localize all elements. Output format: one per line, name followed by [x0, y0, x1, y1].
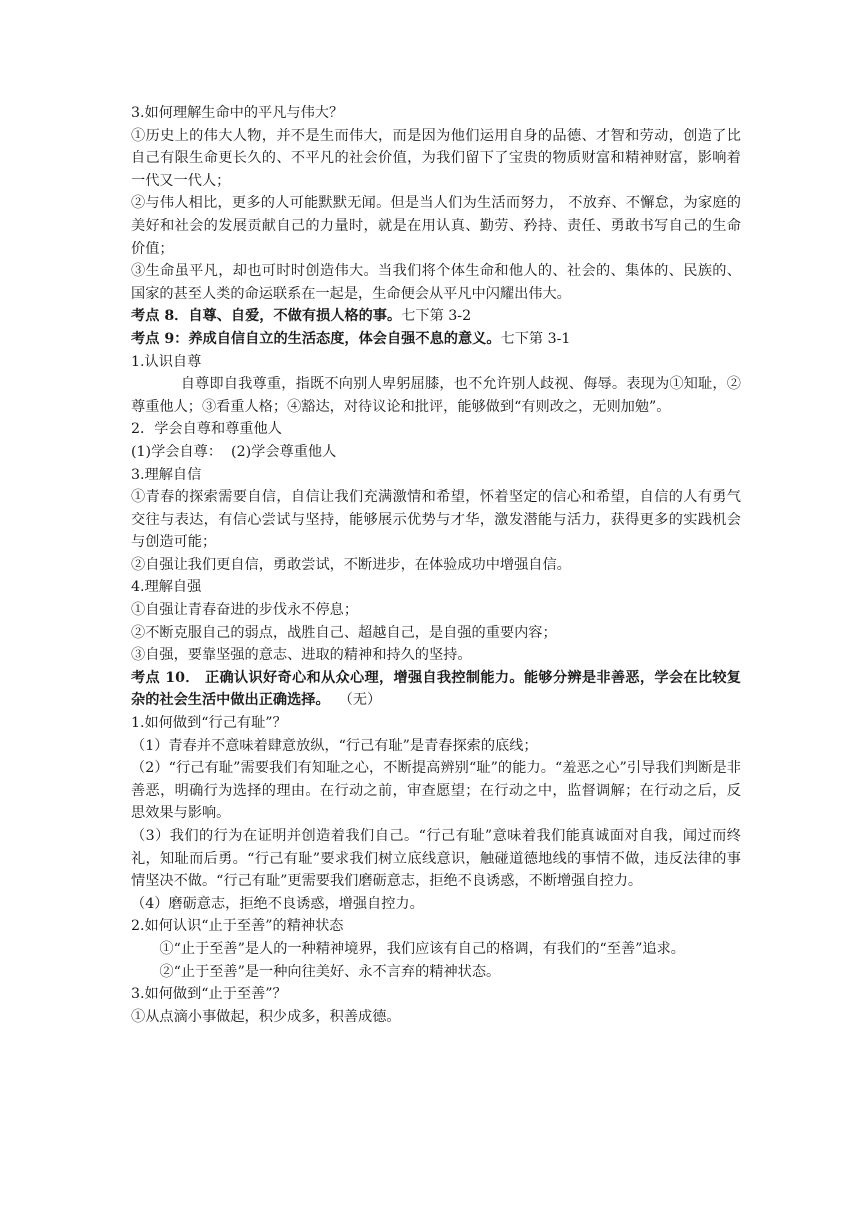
xingji-1: （1）青春并不意味着肆意放纵，“行己有耻”是青春探索的底线； — [131, 737, 538, 754]
kaodian-10-ref: （无） — [329, 692, 382, 709]
kaodian-8-title: 考点 8．自尊、自爱，不做有损人格的事。 — [131, 308, 402, 325]
kaodian-9 — [131, 328, 741, 351]
howto-zhishan-1: ①从点滴小事做起，积少成多，积善成德。 — [131, 1008, 401, 1025]
section-zixin: 3.理解自信 — [131, 466, 202, 483]
kaodian-10-title: 考点 10． 正确认识好奇心和从众心理，增强自我控制能力。能够分辨是非善恶，学会在比较复杂的社会生活中做出正确选择。 — [131, 669, 741, 709]
zizun-definition: 自尊即自我尊重，指既不向别人卑躬屈膝，也不允许别人歧视、侮辱。表现为①知耻，②尊重他人；③看重人格；④豁达，对待议论和批评，能够做到“有则改之，无则加勉”。 — [131, 376, 741, 415]
xingji-3: （3）我们的行为在证明并创造着我们自己。“行己有耻”意味着我们能真诚面对自我，闻过而终礼，知耻而后勇。“行己有耻”要求我们树立底线意识，触碰道德地线的事情不做，违反法律的事情坚决不做。“行己有耻”更需要我们磨砺意志，拒绝不良诱惑，不断增强自控力。 — [131, 828, 741, 890]
ziqiang-3: ③自强，要靠坚强的意志、进取的精神和持久的坚持。 — [131, 647, 472, 664]
kaodian-9-ref: 七下第 3-1 — [500, 330, 571, 347]
section-xingji: 1.如何做到“行己有耻”？ — [131, 715, 287, 732]
paragraph-2: ②与伟人相比，更多的人可能默默无闻。但是当人们为生活而努力， 不放弃、不懈怠，为家庭的美好和社会的发展贡献自己的力量时，就是在用认真、勤劳、矜持、责任、勇敢书写自己的生命价值； — [131, 195, 741, 257]
zixin-1: ①青春的探索需要自信，自信让我们充满激情和希望，怀着坚定的信心和希望，自信的人有勇气交往与表达，有信心尝试与坚持，能够展示优势与才华，激发潜能与活力，获得更多的实践机会与创造可能； — [131, 489, 741, 551]
zhishan-1: ①“止于至善”是人的一种精神境界，我们应该有自己的格调，有我们的“至善”追求。 — [159, 940, 685, 957]
section-respect: 2．学会自尊和尊重他人 — [131, 421, 282, 438]
section-zhishan: 2.如何认识“止于至善”的精神状态 — [131, 918, 344, 935]
zhishan-2: ②“止于至善”是一种向往美好、永不言弃的精神状态。 — [159, 963, 501, 980]
question-3-title: 3.如何理解生命中的平凡与伟大？ — [131, 105, 344, 121]
section-zizun: 1.认识自尊 — [131, 353, 202, 370]
ziqiang-2: ②不断克服自己的弱点，战胜自己、超越自己，是自强的重要内容； — [131, 624, 557, 641]
kaodian-8-ref: 七下第 3-2 — [401, 308, 472, 325]
kaodian-8 — [131, 305, 741, 328]
ziqiang-1: ①自强让青春奋进的步伐永不停息； — [131, 602, 359, 619]
kaodian-9-title: 考点 9：养成自信自立的生活态度，体会自强不息的意义。 — [131, 330, 501, 347]
section-howto-zhishan: 3.如何做到“止于至善”？ — [131, 986, 287, 1003]
paragraph-1: ①历史上的伟大人物，并不是生而伟大，而是因为他们运用自身的品德、才智和劳动，创造了比自己有限生命更长久的、不平凡的社会价值，为我们留下了宝贵的物质财富和精神财富，影响着一代又一代人； — [131, 127, 741, 189]
section-ziqiang: 4.理解自强 — [131, 579, 202, 596]
respect-items: (1)学会自尊： (2)学会尊重他人 — [131, 443, 337, 460]
document-page — [131, 102, 741, 1028]
xingji-4: （4）磨砺意志，拒绝不良诱惑，增强自控力。 — [131, 895, 424, 912]
kaodian-10 — [131, 667, 741, 712]
zixin-2: ②自强让我们更自信，勇敢尝试，不断进步，在体验成功中增强自信。 — [131, 556, 571, 573]
xingji-2: （2）“行己有耻”需要我们有知耻之心，不断提高辨别“耻”的能力。“羞恶之心”引导我们判断是非善恶，明确行为选择的理由。在行动之前，审查愿望；在行动之中，监督调解；在行动之后，反思效果与影响。 — [131, 760, 741, 822]
paragraph-3: ③生命虽平凡，却也可时时创造伟大。当我们将个体生命和他人的、社会的、集体的、民族的、国家的甚至人类的命运联系在一起是，生命便会从平凡中闪耀出伟大。 — [131, 263, 741, 302]
